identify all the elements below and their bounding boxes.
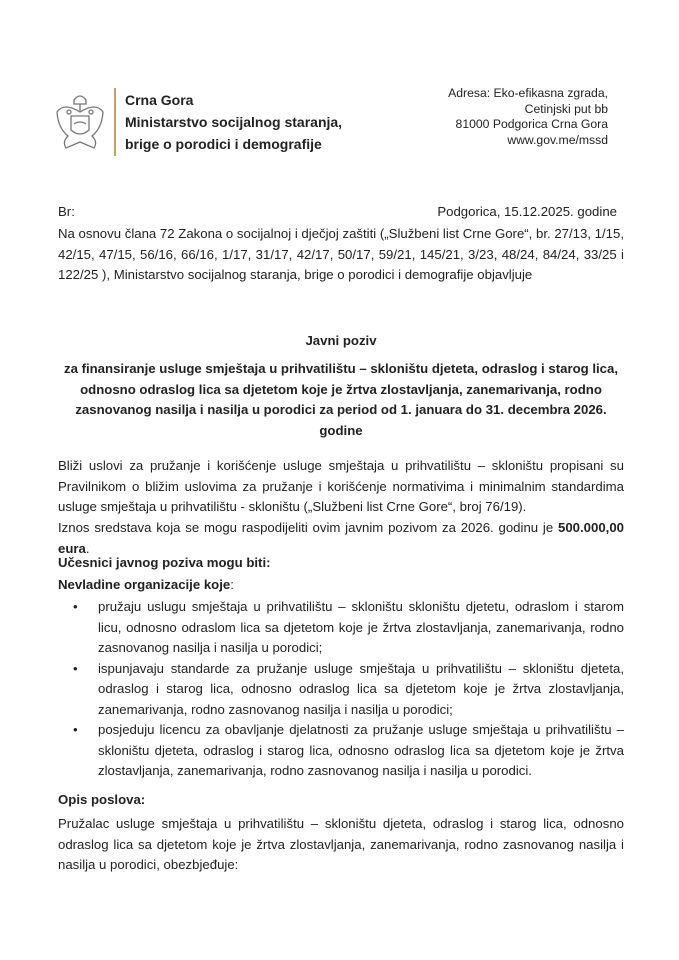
country-name: Crna Gora <box>125 92 194 108</box>
address-line: 81000 Podgorica Crna Gora <box>455 117 608 131</box>
intro-paragraph: Na osnovu člana 72 Zakona o socijalnoj i dječjoj zaštiti („Službeni list Crne Gore“, br. 27/13, 1/15, 42/15, 47/15, 56/16, 66/16, 1/17, 31/17, 42/17, 50/17, 59/21, 145/21, 3/23, 48/24, 84/24, 33/25 i 122/25 ), Ministarstvo socijalnog staranja, brige o porodici i demografije objavljuje <box>58 226 624 282</box>
ngo-criteria-list <box>58 597 624 782</box>
list-item: • ispunjavaju standarde za pružanje usluge smještaja u prihvatilištu – skloništu djeteta, odraslog i starog lica, odnosno odraslog lica sa djetetom koje je žrtva zlostavljanja, zanemarivanja, rodno zasnovanog nasilja i nasilja u porodici; <box>98 659 624 721</box>
reference-number-label: Br: <box>58 204 75 219</box>
amount-value: 500.000,00 eura <box>58 520 624 556</box>
list-item: • pružaju uslugu smještaja u prihvatilištu – skloništu skloništu djetetu, odraslom i starom licu, odnosno odraslom lica sa djetetom koje je žrtva zlostavljanja, zanemarivanja, rodno zasnovanog nasilja i nasilja u porodici; <box>98 597 624 659</box>
website-link[interactable]: www.gov.me/mssd <box>507 132 608 147</box>
document-title: Javni poziv <box>305 333 377 348</box>
ngo-heading-colon: : <box>230 577 234 592</box>
amount-prefix: Iznos sredstava koja se mogu raspodijeliti ovim javnim pozivom za 2026. godinu je <box>58 520 558 535</box>
amount-paragraph <box>58 518 624 559</box>
participants-heading: Učesnici javnog poziva mogu biti: <box>58 555 271 570</box>
coat-of-arms-logo <box>54 90 106 156</box>
ministry-name-line2: brige o porodici i demografije <box>125 136 322 152</box>
list-item: • posjeduju licencu za obavljanje djelatnosti za pružanje usluge smještaja u prihvatilištu – skloništu djeteta, odraslog i starog lica, odnosno odraslog lica sa djetetom koje je žrtva zlostavljanja, zanemarivanja, rodno zasnovanog nasilja i nasilja u porodici. <box>98 720 624 782</box>
place-date: Podgorica, 15.12.2025. godine <box>437 204 617 219</box>
ngo-heading: Nevladine organizacije koje <box>58 577 231 592</box>
address-line: Cetinjski put bb <box>524 101 608 116</box>
header-divider <box>114 88 116 156</box>
address-line: Adresa: Eko-efikasna zgrada, <box>448 86 608 100</box>
ngo-heading-line <box>58 577 234 592</box>
ministry-name-line1: Ministarstvo socijalnog staranja, <box>125 114 343 130</box>
address-block <box>448 86 608 148</box>
document-subtitle: za finansiranje usluge smještaja u prihvatilištu – skloništu djeteta, odraslog i starog lica, odnosno odraslog lica sa djetetom koje je žrtva zlostavljanja, zanemarivanja, rodno zasnovanog nasilja i nasilja u porodici za period od 1. januara do 31. decembra 2026. godine <box>63 361 619 438</box>
conditions-paragraph: Bliži uslovi za pružanje i korišćenje usluge smještaja u prihvatilištu – skloništu propisani su Pravilnikom o bližim uslovima za pružanje i korišćenje normativima i minimalnim standardima usluge smještaja u prihvatilištu - skloništu („Službeni list Crne Gore“, broj 76/19). <box>58 458 624 514</box>
duties-paragraph: Pružalac usluge smještaja u prihvatilištu – skloništu djeteta, odraslog i starog lica, odnosno odraslog lica sa djetetom koje je žrtva zlostavljanja, zanemarivanja, rodno zasnovanog nasilja i nasilja u porodici, obezbjeđuje: <box>58 816 624 872</box>
amount-suffix: . <box>85 540 90 556</box>
duties-heading: Opis poslova: <box>58 792 146 807</box>
